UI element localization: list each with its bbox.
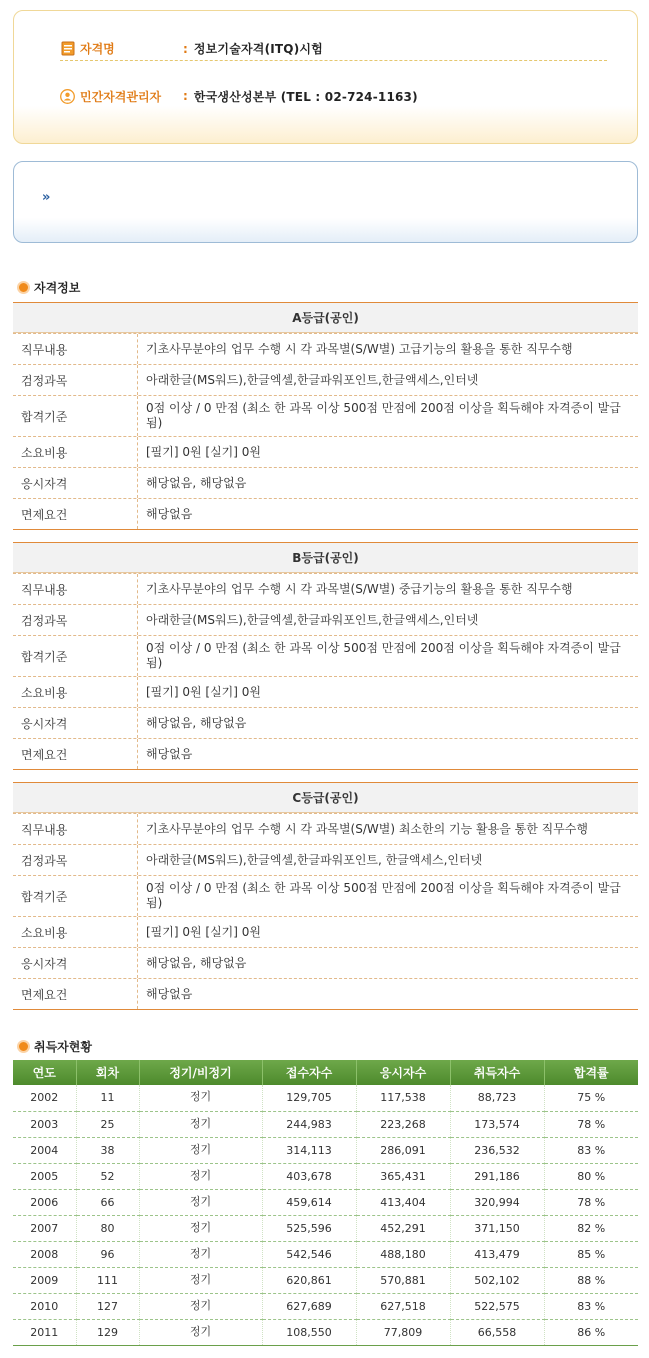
- table-cell: 정기: [139, 1085, 262, 1111]
- table-cell: 129: [76, 1319, 139, 1345]
- table-cell: 2004: [13, 1137, 76, 1163]
- row-value: 해당없음, 해당없음: [146, 715, 247, 730]
- table-cell: 86 %: [544, 1319, 638, 1345]
- table-cell: 66: [76, 1189, 139, 1215]
- table-cell: 2010: [13, 1293, 76, 1319]
- table-cell: 2003: [13, 1111, 76, 1137]
- table-cell: 2008: [13, 1241, 76, 1267]
- row-value: 해당없음, 해당없음: [146, 955, 247, 970]
- table-cell: 정기: [139, 1215, 262, 1241]
- table-cell: 365,431: [356, 1163, 450, 1189]
- notice-marker: »: [42, 190, 51, 205]
- table-cell: 정기: [139, 1241, 262, 1267]
- table-cell: 236,532: [450, 1137, 544, 1163]
- column-header: 응시자수: [356, 1060, 450, 1085]
- row-value: 0점 이상 / 0 만점 (최소 한 과목 이상 500점 만점에 200점 이상을 획득해야 자격증이 발급됨): [146, 401, 621, 430]
- grade-row-duty: [13, 573, 638, 604]
- row-value: [필기] 0원 [실기] 0원: [146, 684, 261, 699]
- row-label: 직무내용: [13, 574, 138, 604]
- grade-row-duty: [13, 813, 638, 844]
- row-value: 0점 이상 / 0 만점 (최소 한 과목 이상 500점 만점에 200점 이상을 획득해야 자격증이 발급됨): [146, 881, 621, 910]
- row-label: 검정과목: [13, 365, 138, 395]
- manager-value: 한국생산성본부 (TEL : 02-724-1163): [193, 89, 418, 104]
- row-value: 기초사무분야의 업무 수행 시 각 과목별(S/W별) 고급기능의 활용을 통한 직무수행: [146, 341, 573, 356]
- qualification-name-label: 자격명: [80, 42, 115, 56]
- row-label: 면제요건: [13, 739, 138, 769]
- grade-row-exemption: [13, 498, 638, 529]
- grade-row-cost: [13, 436, 638, 467]
- row-label: 직무내용: [13, 814, 138, 844]
- grade-row-duty: [13, 333, 638, 364]
- grade-c-table: [13, 782, 638, 1010]
- table-cell: 403,678: [262, 1163, 356, 1189]
- table-cell: 173,574: [450, 1111, 544, 1137]
- manager-row: [60, 85, 607, 107]
- table-cell: 78 %: [544, 1111, 638, 1137]
- table-cell: 83 %: [544, 1137, 638, 1163]
- grade-row-subjects: [13, 604, 638, 635]
- qualification-name-row: [60, 39, 607, 61]
- table-cell: 314,113: [262, 1137, 356, 1163]
- table-cell: 75 %: [544, 1085, 638, 1111]
- grade-row-subjects: [13, 844, 638, 875]
- row-label: 합격기준: [13, 396, 138, 436]
- table-row: [13, 1085, 638, 1111]
- row-label: 응시자격: [13, 948, 138, 978]
- table-cell: 11: [76, 1085, 139, 1111]
- table-row: [13, 1215, 638, 1241]
- table-row: [13, 1163, 638, 1189]
- row-value: 기초사무분야의 업무 수행 시 각 과목별(S/W별) 최소한의 기능 활용을 통한 직무수행: [146, 821, 588, 836]
- table-cell: 정기: [139, 1137, 262, 1163]
- table-cell: 522,575: [450, 1293, 544, 1319]
- table-cell: 80 %: [544, 1163, 638, 1189]
- grade-row-cost: [13, 676, 638, 707]
- table-cell: 627,518: [356, 1293, 450, 1319]
- row-value: 아래한글(MS워드),한글엑셀,한글파워포인트,한글액세스,인터넷: [146, 612, 479, 627]
- row-label: 합격기준: [13, 636, 138, 676]
- table-cell: 223,268: [356, 1111, 450, 1137]
- table-cell: 2007: [13, 1215, 76, 1241]
- table-cell: 111: [76, 1267, 139, 1293]
- grade-title: B등급(공인): [13, 543, 638, 573]
- table-row: [13, 1267, 638, 1293]
- table-cell: 108,550: [262, 1319, 356, 1345]
- table-cell: 정기: [139, 1267, 262, 1293]
- row-value: [필기] 0원 [실기] 0원: [146, 924, 261, 939]
- table-cell: 82 %: [544, 1215, 638, 1241]
- table-cell: 정기: [139, 1111, 262, 1137]
- notice-box: [13, 161, 638, 243]
- qualification-name-value: 정보기술자격(ITQ)시험: [193, 42, 323, 56]
- grade-b-table: [13, 542, 638, 770]
- grade-title: C등급(공인): [13, 783, 638, 813]
- row-label: 직무내용: [13, 334, 138, 364]
- table-cell: 459,614: [262, 1189, 356, 1215]
- manager-label: 민간자격관리자: [80, 89, 162, 104]
- row-value: 해당없음: [146, 986, 193, 1001]
- row-label: 면제요건: [13, 499, 138, 529]
- table-cell: 80: [76, 1215, 139, 1241]
- row-label: 면제요건: [13, 979, 138, 1009]
- table-cell: 371,150: [450, 1215, 544, 1241]
- table-cell: 291,186: [450, 1163, 544, 1189]
- table-cell: 502,102: [450, 1267, 544, 1293]
- table-cell: 117,538: [356, 1085, 450, 1111]
- section-title-text: 자격정보: [34, 280, 81, 295]
- column-header: 회차: [76, 1060, 139, 1085]
- row-label: 소요비용: [13, 437, 138, 467]
- column-header: 합격률: [544, 1060, 638, 1085]
- grade-row-pass-criteria: [13, 635, 638, 676]
- table-cell: 77,809: [356, 1319, 450, 1345]
- row-label: 응시자격: [13, 708, 138, 738]
- table-cell: 83 %: [544, 1293, 638, 1319]
- table-cell: 66,558: [450, 1319, 544, 1345]
- table-cell: 52: [76, 1163, 139, 1189]
- table-cell: 정기: [139, 1293, 262, 1319]
- grade-a-table: [13, 302, 638, 530]
- table-cell: 정기: [139, 1319, 262, 1345]
- column-header: 취득자수: [450, 1060, 544, 1085]
- table-cell: 244,983: [262, 1111, 356, 1137]
- table-cell: 2009: [13, 1267, 76, 1293]
- table-row: [13, 1241, 638, 1267]
- table-cell: 정기: [139, 1189, 262, 1215]
- column-header: 정기/비정기: [139, 1060, 262, 1085]
- table-cell: 96: [76, 1241, 139, 1267]
- table-cell: 88,723: [450, 1085, 544, 1111]
- grade-row-exemption: [13, 738, 638, 769]
- row-label: 소요비용: [13, 677, 138, 707]
- table-cell: 2002: [13, 1085, 76, 1111]
- table-cell: 542,546: [262, 1241, 356, 1267]
- table-row: [13, 1137, 638, 1163]
- column-header: 접수자수: [262, 1060, 356, 1085]
- document-icon: [60, 41, 75, 56]
- grade-title: A등급(공인): [13, 303, 638, 333]
- grade-row-eligibility: [13, 707, 638, 738]
- orange-dot-icon: [17, 281, 30, 294]
- table-cell: 2005: [13, 1163, 76, 1189]
- table-row: [13, 1319, 638, 1345]
- table-cell: 25: [76, 1111, 139, 1137]
- table-row: [13, 1189, 638, 1215]
- grade-row-subjects: [13, 364, 638, 395]
- table-cell: 286,091: [356, 1137, 450, 1163]
- table-cell: 452,291: [356, 1215, 450, 1241]
- table-cell: 413,404: [356, 1189, 450, 1215]
- grade-row-exemption: [13, 978, 638, 1009]
- row-label: 검정과목: [13, 605, 138, 635]
- table-cell: 127: [76, 1293, 139, 1319]
- table-cell: 2006: [13, 1189, 76, 1215]
- table-cell: 38: [76, 1137, 139, 1163]
- table-cell: 85 %: [544, 1241, 638, 1267]
- table-cell: 129,705: [262, 1085, 356, 1111]
- acquirer-status-title: [17, 1038, 92, 1054]
- row-value: 기초사무분야의 업무 수행 시 각 과목별(S/W별) 중급기능의 활용을 통한 직무수행: [146, 581, 573, 596]
- row-label: 검정과목: [13, 845, 138, 875]
- qualification-header-box: [13, 10, 638, 144]
- table-cell: 88 %: [544, 1267, 638, 1293]
- row-value: 해당없음: [146, 746, 193, 761]
- orange-dot-icon: [17, 1040, 30, 1053]
- table-cell: 620,861: [262, 1267, 356, 1293]
- row-label: 소요비용: [13, 917, 138, 947]
- row-value: 해당없음, 해당없음: [146, 475, 247, 490]
- table-cell: 525,596: [262, 1215, 356, 1241]
- table-cell: 627,689: [262, 1293, 356, 1319]
- section-title-text: 취득자현황: [34, 1039, 92, 1054]
- table-row: [13, 1111, 638, 1137]
- table-cell: 320,994: [450, 1189, 544, 1215]
- grade-row-eligibility: [13, 947, 638, 978]
- row-label: 합격기준: [13, 876, 138, 916]
- qualification-info-title: [17, 279, 80, 295]
- table-cell: 488,180: [356, 1241, 450, 1267]
- row-value: 0점 이상 / 0 만점 (최소 한 과목 이상 500점 만점에 200점 이상을 획득해야 자격증이 발급됨): [146, 641, 621, 670]
- grade-row-pass-criteria: [13, 875, 638, 916]
- row-value: 아래한글(MS워드),한글엑셀,한글파워포인트,한글액세스,인터넷: [146, 372, 479, 387]
- grade-row-cost: [13, 916, 638, 947]
- table-cell: 2011: [13, 1319, 76, 1345]
- person-icon: [60, 89, 75, 104]
- row-value: [필기] 0원 [실기] 0원: [146, 444, 261, 459]
- acquirer-stats-table: [13, 1060, 638, 1346]
- grade-row-eligibility: [13, 467, 638, 498]
- column-header: 연도: [13, 1060, 76, 1085]
- row-value: 해당없음: [146, 506, 193, 521]
- colon: :: [183, 41, 188, 56]
- table-header-row: [13, 1060, 638, 1085]
- grade-row-pass-criteria: [13, 395, 638, 436]
- table-cell: 78 %: [544, 1189, 638, 1215]
- table-row: [13, 1293, 638, 1319]
- table-cell: 정기: [139, 1163, 262, 1189]
- table-cell: 570,881: [356, 1267, 450, 1293]
- table-cell: 413,479: [450, 1241, 544, 1267]
- colon: :: [183, 89, 188, 103]
- row-value: 아래한글(MS워드),한글엑셀,한글파워포인트, 한글액세스,인터넷: [146, 852, 483, 867]
- row-label: 응시자격: [13, 468, 138, 498]
